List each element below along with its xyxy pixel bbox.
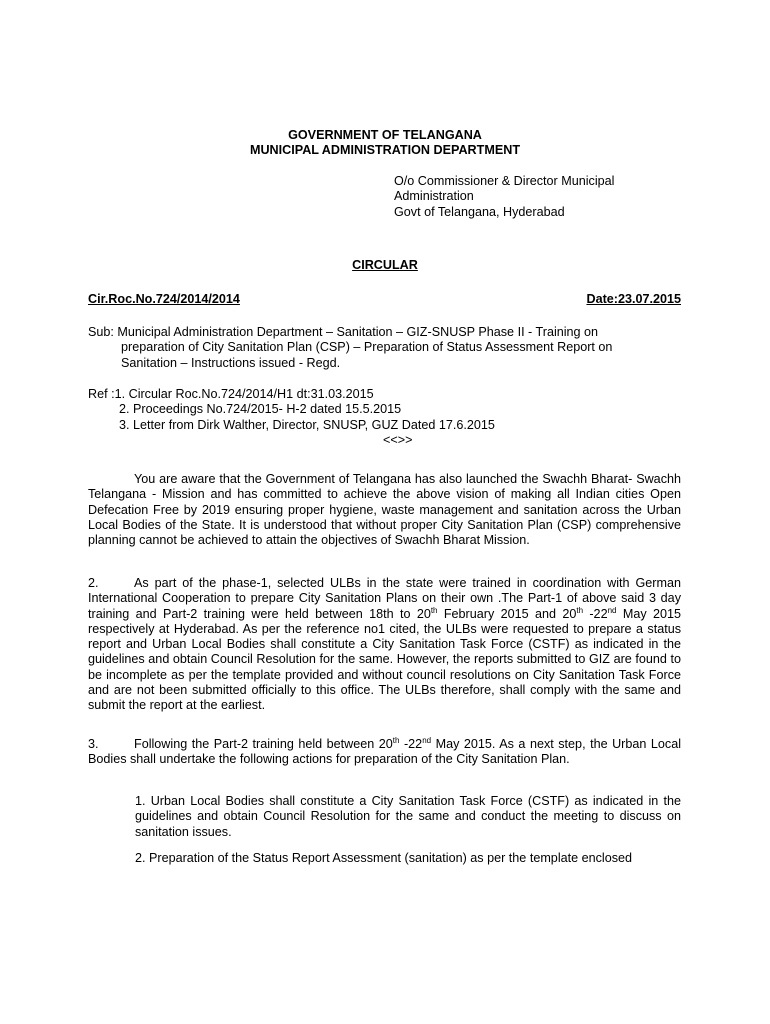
subject-block	[88, 325, 688, 371]
reference-2: 2. Proceedings No.724/2015- H-2 dated 15.5.2015	[119, 402, 402, 417]
paragraph-2-number: 2.	[88, 576, 99, 590]
paragraph-2: 2. As part of the phase-1, selected ULBs in the state were trained in coordination with German International Cooperation to prepare City Sanitation Plans on their own .The Part-1 of above said 3 day training and Part-2 training were held between 18th to 20th February 2015 and 20th -22nd May 2015 respectively at Hyderabad. As per the reference no1 cited, the ULBs were requested to prepare a status report and Urban Local Bodies shall constitute a City Sanitation Task Force (CSTF) as indicated in the guidelines and obtain Council Resolution for the same. However, the reports submitted to GIZ are found to be incomplete as per the template provided and without council resolutions on City Sanitation Task Force and are not been submitted officially to this office. The ULBs therefore, shall comply with the same and submit the report at the earliest.	[88, 576, 681, 713]
office-line-3: Govt of Telangana, Hyderabad	[394, 204, 565, 219]
references-block	[88, 387, 688, 448]
reference-number: Cir.Roc.No.724/2014/2014	[88, 292, 240, 306]
paragraph-1: You are aware that the Government of Telangana has also launched the Swachh Bharat- Swachh Telangana - Mission and has committed to achieve the above vision of making all Indian cities Open Defecation Free by 2019 ensuring proper hygiene, waste management and sanitation across the Urban Local Bodies of the State. It is understood that without proper City Sanitation Plan (CSP) comprehensive planning cannot be achieved to attain the objectives of Swachh Bharat Mission.	[88, 472, 681, 548]
paragraph-3-number: 3.	[88, 737, 99, 751]
office-address	[394, 174, 694, 220]
subject-line-2: preparation of City Sanitation Plan (CSP) – Preparation of Status Assessment Report on	[121, 340, 613, 355]
circular-date: Date:23.07.2015	[586, 292, 681, 306]
office-line-1: O/o Commissioner & Director Municipal	[394, 174, 615, 188]
office-line-2: Administration	[394, 189, 474, 204]
action-item-2: 2. Preparation of the Status Report Assessment (sanitation) as per the template enclosed	[135, 851, 633, 865]
reference-1: Ref :1. Circular Roc.No.724/2014/H1 dt:31.03.2015	[88, 387, 374, 401]
circular-title: CIRCULAR	[352, 258, 418, 272]
reference-3: 3. Letter from Dirk Walther, Director, SNUSP, GUZ Dated 17.6.2015	[119, 417, 495, 432]
separator-mark: <<>>	[383, 432, 413, 447]
govt-heading: GOVERNMENT OF TELANGANA	[288, 128, 482, 142]
action-item-1: 1. Urban Local Bodies shall constitute a City Sanitation Task Force (CSTF) as indicated in the guidelines and obtain Council Resolution for the same and conduct the meeting to discuss on sanitation issues.	[135, 794, 681, 839]
department-heading: MUNICIPAL ADMINISTRATION DEPARTMENT	[249, 143, 521, 157]
subject-line-3: Sanitation – Instructions issued - Regd.	[121, 355, 341, 370]
paragraph-3: 3. Following the Part-2 training held between 20th -22nd May 2015. As a next step, the Urban Local Bodies shall undertake the following actions for preparation of the City Sanitation Plan.	[88, 736, 682, 767]
subject-line-1: Sub: Municipal Administration Department – Sanitation – GIZ-SNUSP Phase II - Training on	[88, 325, 599, 339]
